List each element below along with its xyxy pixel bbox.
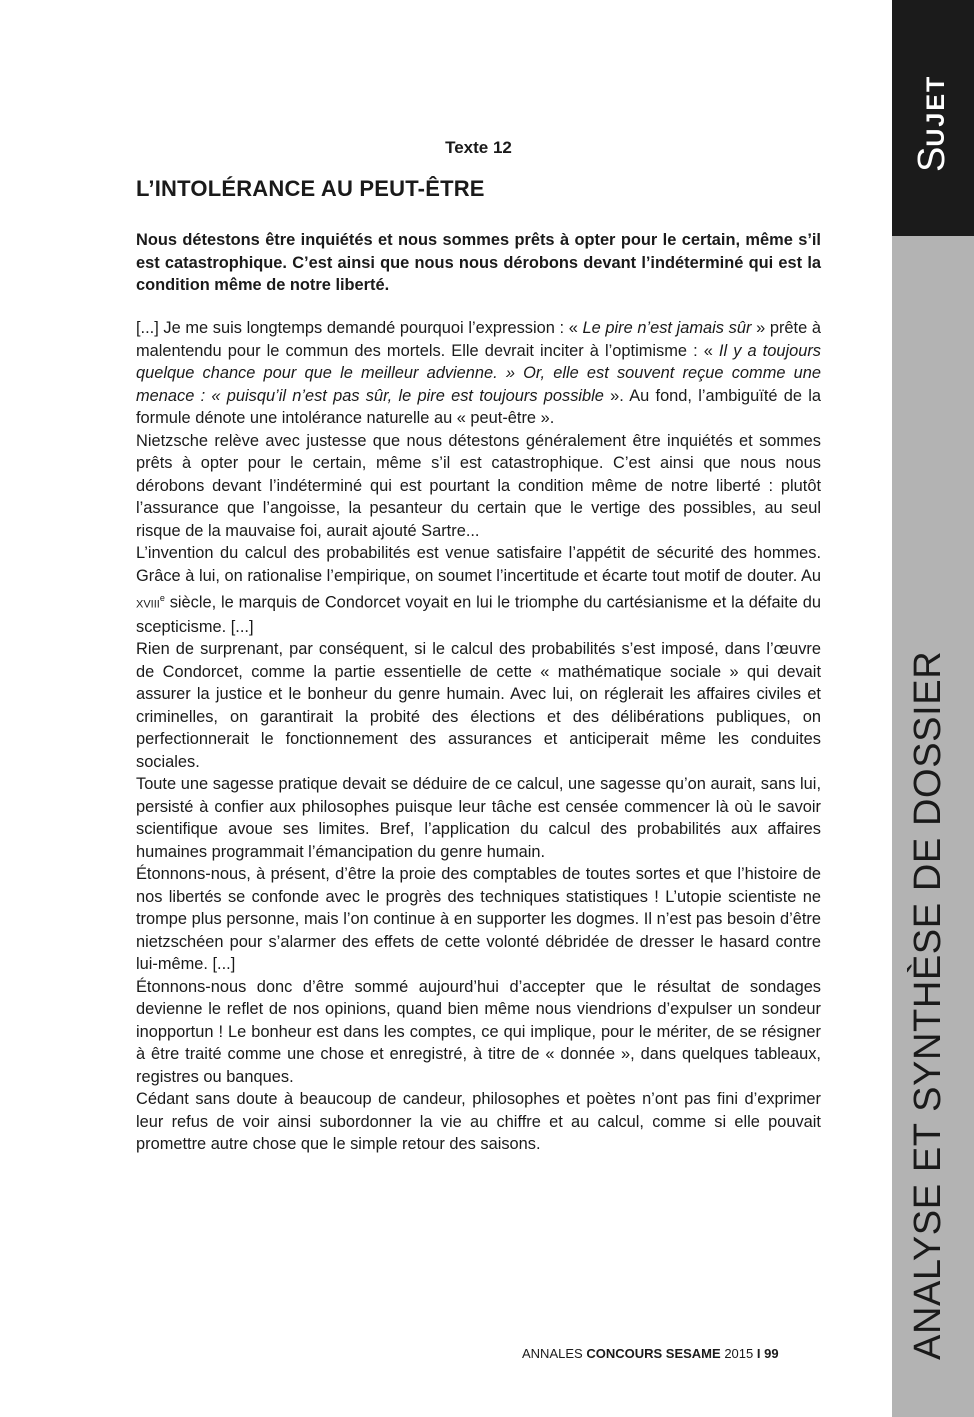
document-summary: Nous détestons être inquiétés et nous sommes prêts à opter pour le certain, même s’il est catastrophique. C’est ainsi que nous nous dérobons devant l’indéterminé qui est la condition même de notre liberté. <box>136 231 821 294</box>
page-footer <box>522 1346 779 1361</box>
text-number: Texte 12 <box>445 138 512 157</box>
paragraph: Toute une sagesse pratique devait se déduire de ce calcul, une sagesse qu’on aurait, sans lui, persisté à confier aux philosophes puisque leur tâche est censée commencer là où le savoir scientifique avoue ses limites. Bref, l’application du calcul des probabilités aux affaires humaines programmait l’émancipation du genre humain. <box>136 775 821 861</box>
sidebar <box>892 0 974 1417</box>
document-title: L’INTOLÉRANCE AU PEUT-ÊTRE <box>136 176 485 201</box>
p1-quote-2: Il y a toujours quelque chance pour que le meilleur advienne. » Or, elle est souvent reçue comme une menace : « puisqu’il n’est pas sûr, le pire est toujours possible <box>136 341 821 405</box>
paragraph <box>136 317 821 430</box>
category-label: ANALYSE ET SYNTHÈSE DE DOSSIER <box>907 650 949 1360</box>
paragraph: Cédant sans doute à beaucoup de candeur, philosophes et poètes n’ont pas fini d’exprimer leur refus de voir ainsi subordonner la vie au chiffre et au calcul, comme si elle pouvait promettre autre chose que le simple retour des saisons. <box>136 1090 821 1154</box>
paragraph: Rien de surprenant, par conséquent, si le calcul des probabilités s’est imposé, dans l’œuvre de Condorcet, comme la partie essentielle de cette « mathématique sociale » qui devait assurer la justice et le bonheur du genre humain. Avec lui, on réglerait les affaires civiles et criminelles, on garantirait la probité des élections et des délibérations publiques, on perfectionnerait le fonctionnement des assurances et anticiperait même les conduites sociales. <box>136 640 821 771</box>
paragraph: Étonnons-nous, à présent, d’être la proie des comptables de toutes sortes et que l’histoire de nos libertés se confonde avec le progrès des techniques statistiques ! L’utopie scientiste ne trompe plus personne, mais l’on continue à en supporter les dogmes. Il n’est pas besoin d’être nietzschéen pour s’alarmer des effets de cette volonté débridée de dresser le hasard contre lui-même. [...] <box>136 865 821 974</box>
p3-a: L’invention du calcul des probabilités est venue satisfaire l’appétit de sécurité des hommes. Grâce à lui, on rationalise l’empirique, on soumet l’incertitude et écarte tout motif de douter. Au <box>136 544 821 585</box>
p1-a: [...] Je me suis longtemps demandé pourquoi l’expression : « <box>136 319 583 337</box>
p1-c: » prête à malentendu pour le commun des mortels. Elle devrait inciter à l’optimisme : « <box>136 319 821 360</box>
footer-annales: ANNALES <box>522 1346 583 1361</box>
century-numeral: XVIII <box>136 598 160 611</box>
paragraph <box>136 542 821 638</box>
document-body <box>136 317 821 1156</box>
section-label-initial: S <box>911 146 953 172</box>
footer-separator: I <box>756 1346 761 1361</box>
p1-quote-1: Le pire n’est jamais sûr <box>582 319 752 337</box>
paragraph: Étonnons-nous donc d’être sommé aujourd’hui d’accepter que le résultat de sondages devienne le reflet de nos opinions, quand bien même nous viendrions d’expulser un sondeur inopportun ! Le bonheur est dans les comptes, ce qui implique, pour le mériter, de se résigner à être traité comme une chose et enregistré, à titre de « donnée », dans quelques tableaux, registres ou banques. <box>136 977 821 1086</box>
page-number: 99 <box>764 1346 779 1361</box>
p3-b: siècle, le marquis de Condorcet voyait en lui le triomphe du cartésianisme et la défaite du scepticisme. [...] <box>136 593 821 636</box>
footer-year: 2015 <box>724 1346 754 1361</box>
footer-concours: CONCOURS SESAME <box>586 1346 721 1361</box>
century-suffix: e <box>159 593 165 603</box>
p1-e: ». Au fond, l’ambiguïté de la formule dénote une intolérance naturelle au « peut-être ». <box>136 386 821 427</box>
section-label-rest: UJET <box>922 74 950 147</box>
paragraph: Nietzsche relève avec justesse que nous détestons généralement être inquiétés et sommes prêts à opter pour le certain, même s’il est catastrophique. C’est ainsi que nous nous dérobons devant l’indéterminé qui est pourtant la condition même de notre liberté : plutôt l’assurance que l’angoisse, la pesanteur du certain que le vertige des possibles, au seul risque de la mauvaise foi, aurait ajouté Sartre... <box>136 431 821 540</box>
section-label <box>908 75 960 172</box>
section-tab <box>892 0 974 236</box>
